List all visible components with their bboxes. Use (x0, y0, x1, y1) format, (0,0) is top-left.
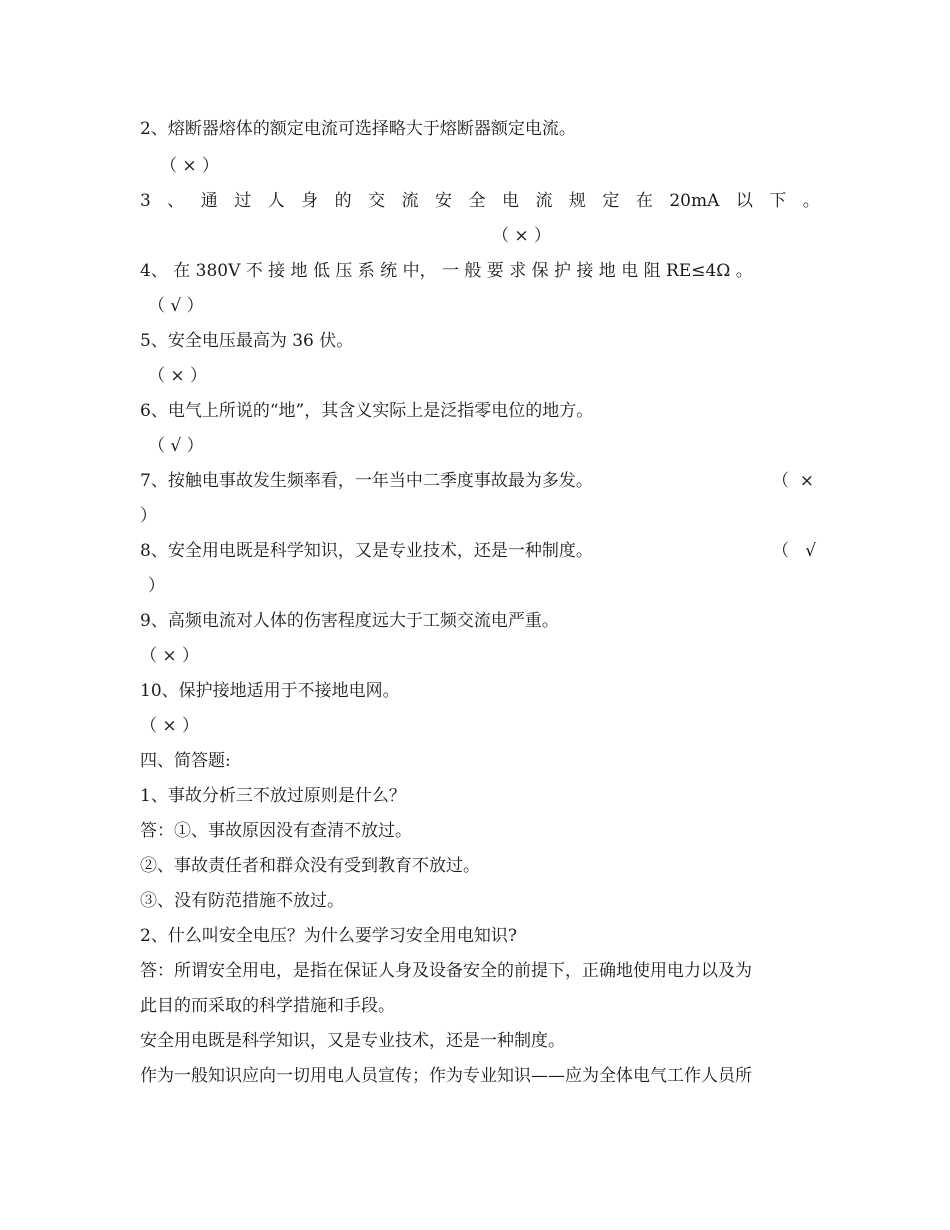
tf-q3-char: 。 (802, 191, 820, 211)
tf-q3-char: 、 (167, 191, 185, 211)
tf-q3-char: 全 (468, 191, 486, 211)
sa-q2-answer-line: 此目的而采取的科学措施和手段。 (140, 996, 395, 1016)
tf-q5-text: 5、安全电压最高为 36 伏。 (140, 331, 354, 351)
tf-q4-text: 4、 在 380V 不 接 地 低 压 系 统 中， 一 般 要 求 保 护 接 地 电 阻 RE≤4Ω 。 (140, 261, 753, 281)
tf-q8-answer-open: （ √ (772, 541, 817, 561)
tf-q8-answer-close: ） (148, 576, 165, 596)
sa-q2-answer-line: 答：所谓安全用电，是指在保证人身及设备安全的前提下，正确地使用电力以及为 (140, 961, 752, 981)
tf-q3-char: 人 (267, 191, 285, 211)
tf-q4-answer: （ √ ） (148, 296, 204, 316)
section-heading: 四、简答题: (140, 751, 231, 771)
tf-q3-char: 流 (535, 191, 553, 211)
tf-q3-text (140, 190, 820, 212)
tf-q3-char: 通 (200, 191, 218, 211)
sa-q2-question: 2、什么叫安全电压？为什么要学习安全用电知识? (140, 926, 517, 946)
tf-q10-answer: （ × ） (140, 716, 200, 736)
tf-q7-answer-close: ） (140, 506, 157, 526)
tf-q3-char: 定 (602, 191, 620, 211)
sa-q1-answer-line: ③、没有防范措施不放过。 (140, 891, 344, 911)
tf-q3-char: 以 (735, 191, 753, 211)
tf-q7-text: 7、按触电事故发生频率看，一年当中二季度事故最为多发。 (140, 471, 593, 491)
tf-q3-answer: （ × ） (492, 226, 552, 246)
tf-q3-char: 的 (334, 191, 352, 211)
tf-q10-text: 10、保护接地适用于不接地电网。 (140, 681, 400, 701)
tf-q2-text: 2、熔断器熔体的额定电流可选择略大于熔断器额定电流。 (140, 119, 576, 139)
sa-q1-answer-line: ②、事故责任者和群众没有受到教育不放过。 (140, 856, 480, 876)
sa-q1-answer-line: 答：①、事故原因没有查清不放过。 (140, 821, 412, 841)
tf-q3-char: 流 (401, 191, 419, 211)
tf-q3-char: 规 (568, 191, 586, 211)
tf-q2-answer: （ × ） (160, 156, 220, 176)
tf-q6-text: 6、电气上所说的“地”，其含义实际上是泛指零电位的地方。 (140, 401, 594, 421)
sa-q2-answer-line: 作为一般知识应向一切用电人员宣传；作为专业知识——应为全体电气工作人员所 (140, 1066, 752, 1086)
tf-q3-char: 下 (769, 191, 787, 211)
tf-q9-text: 9、高频电流对人体的伤害程度远大于工频交流电严重。 (140, 611, 559, 631)
tf-q7-answer-open: （ × (772, 471, 815, 491)
tf-q3-char: 过 (234, 191, 252, 211)
tf-q3-char: 在 (635, 191, 653, 211)
sa-q2-answer-line: 安全用电既是科学知识，又是专业技术，还是一种制度。 (140, 1031, 565, 1051)
tf-q3-char: 20mA (669, 191, 720, 211)
tf-q3-char: 3 (140, 191, 151, 211)
tf-q8-text: 8、安全用电既是科学知识，又是专业技术，还是一种制度。 (140, 541, 593, 561)
tf-q3-char: 身 (301, 191, 319, 211)
tf-q3-char: 安 (435, 191, 453, 211)
sa-q1-question: 1、事故分析三不放过原则是什么？ (140, 786, 406, 806)
tf-q3-char: 电 (501, 191, 519, 211)
tf-q5-answer: （ × ） (148, 366, 208, 386)
tf-q9-answer: （ × ） (140, 646, 200, 666)
tf-q3-char: 交 (368, 191, 386, 211)
tf-q6-answer: （ √ ） (148, 436, 204, 456)
